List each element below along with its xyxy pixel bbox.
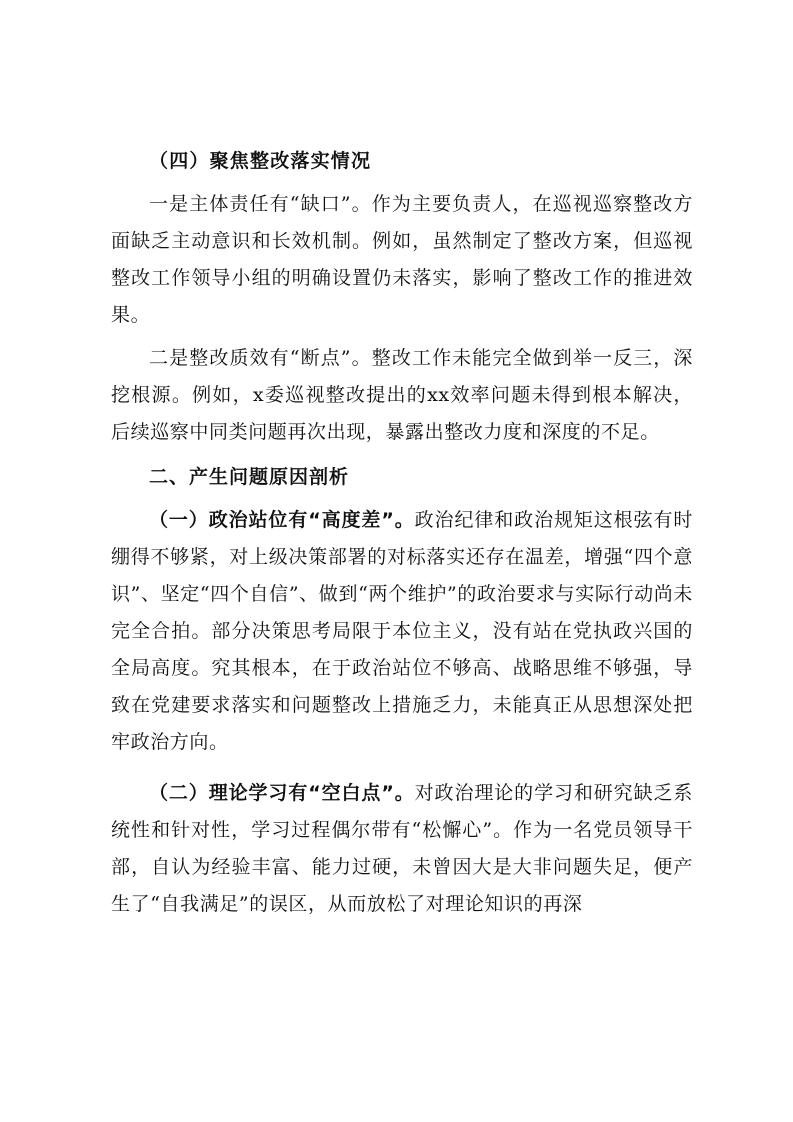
paragraph-body-political-stance: 政治纪律和政治规矩这根弦有时绷得不够紧，对上级决策部署的对标落实还存在温差，增强“四个意识”、坚定“四个自信”、做到“两个维护”的政治要求与实际行动尚未完全合拍。部分决策思考局限于本位主义，没有站在党执政兴国的全局高度。究其根本，在于政治站位不够高、战略思维不够强，导致在党建要求落实和问题整改上措施乏力，未能真正从思想深处把牢政治方向。 <box>111 509 693 753</box>
document-body <box>111 143 693 923</box>
paragraph-lead-theory-study: （二）理论学习有“空白点”。 <box>149 782 415 804</box>
subheading-focus-rectification: （四）聚焦整改落实情况 <box>149 150 372 172</box>
paragraph-responsibility-gap: 一是主体责任有“缺口”。作为主要负责人，在巡视巡察整改方面缺乏主动意识和长效机制。例如，虽然制定了整改方案，但巡视整改工作领导小组的明确设置仍未落实，影响了整改工作的推进效果。 <box>111 193 693 326</box>
paragraph-political-stance <box>111 502 693 761</box>
section-title-cause-analysis: 二、产生问题原因剖析 <box>149 466 350 488</box>
paragraph-theory-study <box>111 775 693 923</box>
paragraph-lead-political-stance: （一）政治站位有“高度差”。 <box>149 509 415 531</box>
paragraph-body-theory-study: 对政治理论的学习和研究缺乏系统性和针对性，学习过程偶尔带有“松懈心”。作为一名党员领导干部，自认为经验丰富、能力过硬，未曾因大是大非问题失足，便产生了“自我满足”的误区，从而放松了对理论知识的再深 <box>111 782 693 915</box>
paragraph-rectification-breakpoint: 二是整改质效有“断点”。整改工作未能完全做到举一反三，深挖根源。例如，x委巡视整改提出的xx效率问题未得到根本解决，后续巡察中同类问题再次出现，暴露出整改力度和深度的不足。 <box>111 347 693 443</box>
